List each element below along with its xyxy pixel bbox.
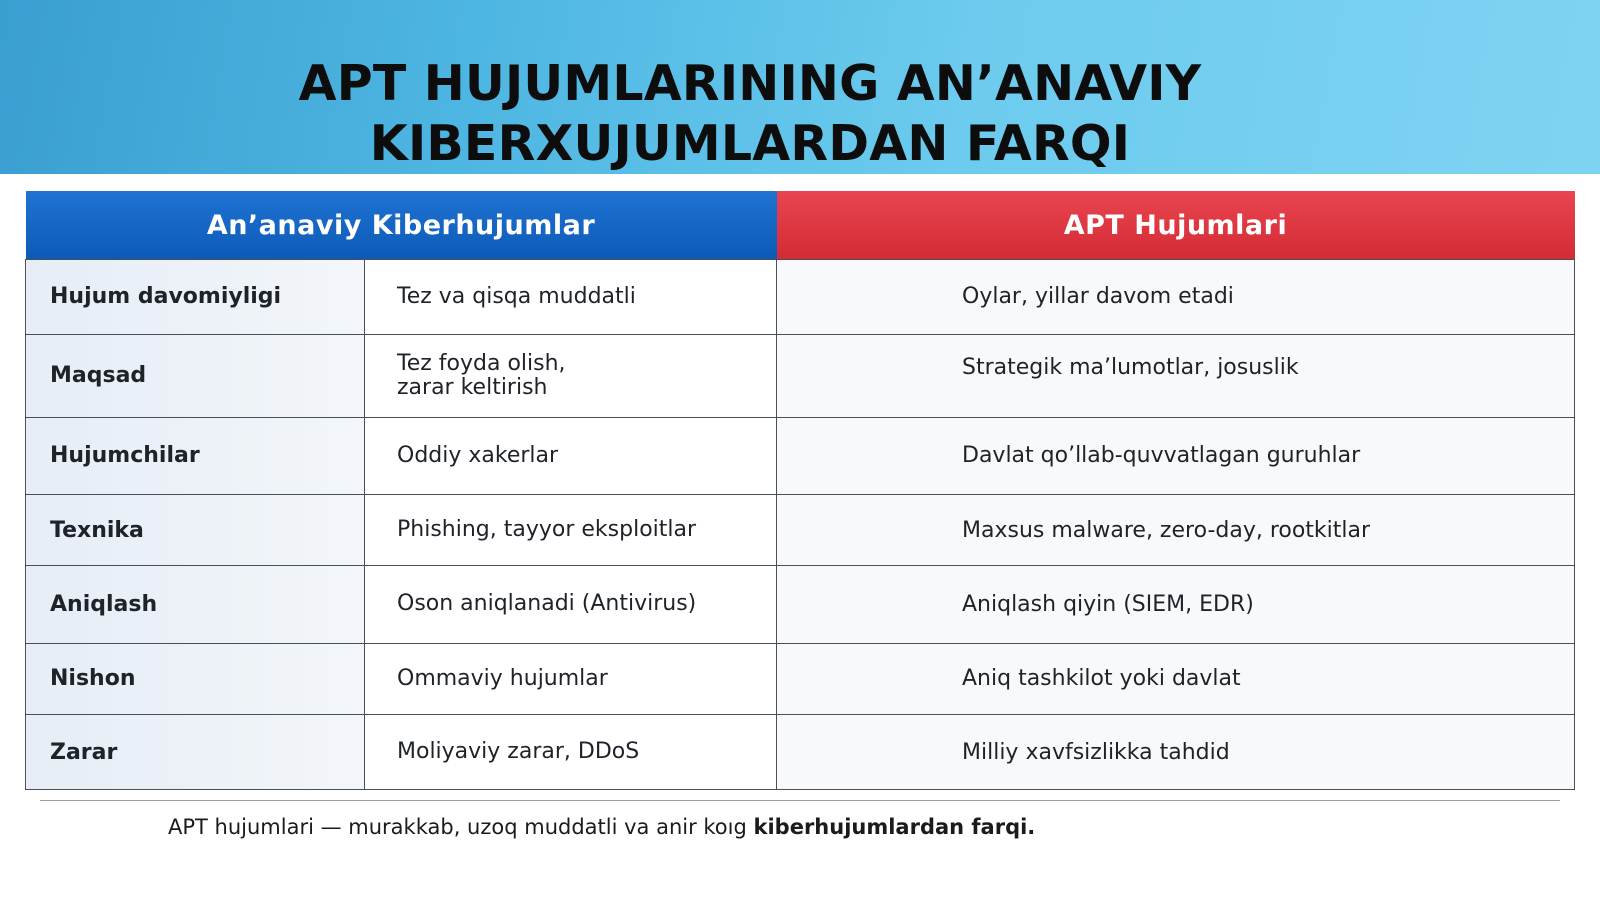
apt-cell: Davlat qo’llab-quvvatlagan guruhlar [777, 417, 1575, 495]
traditional-cell [365, 643, 777, 715]
traditional-text: Oddiy xakerlar [397, 442, 559, 468]
apt-cell: Oylar, yillar davom etadi [777, 260, 1575, 335]
row-label: Hujum davomiyligi [26, 260, 365, 335]
traditional-cell [365, 417, 777, 495]
row-label: Nishon [26, 643, 365, 715]
footer-divider [40, 800, 1560, 801]
row-label: Texnika [26, 495, 365, 566]
row-label: Aniqlash [26, 565, 365, 643]
table-row [26, 417, 1575, 495]
title-line-1: APT HUJUMLARINING AN’ANAVIY [298, 55, 1202, 112]
traditional-cell [365, 334, 777, 417]
traditional-cell [365, 715, 777, 790]
footer-note [168, 815, 1468, 839]
table-row [26, 334, 1575, 417]
apt-cell: Aniq tashkilot yoki davlat [777, 643, 1575, 715]
footer-text: APT hujumlari — murakkab, uzoq muddatli va anir koıg [168, 815, 754, 839]
traditional-text-line-2: zarar keltirish [397, 374, 548, 400]
apt-cell: Milliy xavfsizlikka tahdid [777, 715, 1575, 790]
row-label: Zarar [26, 715, 365, 790]
apt-cell: Aniqlash qiyin (SIEM, EDR) [777, 565, 1575, 643]
table-row [26, 715, 1575, 790]
traditional-text: Oson aniqlanadi (Antivirus) [397, 591, 697, 617]
row-label: Maqsad [26, 334, 365, 417]
table-row [26, 643, 1575, 715]
row-label: Hujumchilar [26, 417, 365, 495]
slide-title [250, 54, 1250, 174]
footer-bold-text: kiberhujumlardan farqi. [753, 815, 1036, 839]
traditional-text-line-1: Tez foyda olish, [397, 350, 566, 376]
apt-cell: Maxsus malware, zero-day, rootkitlar [777, 495, 1575, 566]
header-apt: APT Hujumlari [777, 191, 1575, 260]
traditional-text: Moliyaviy zarar, DDoS [397, 739, 640, 765]
header-traditional: An’anaviy Kiberhujumlar [26, 191, 777, 260]
table-row [26, 565, 1575, 643]
title-line-2: KIBERXUJUMLARDAN FARQI [369, 115, 1131, 172]
traditional-cell [365, 565, 777, 643]
traditional-cell [365, 495, 777, 566]
comparison-table [25, 191, 1575, 790]
apt-cell: Strategik ma’lumotlar, josuslik [777, 334, 1575, 417]
table-row [26, 260, 1575, 335]
table-row [26, 495, 1575, 566]
traditional-cell [365, 260, 777, 335]
traditional-text: Phishing, tayyor eksploitlar [397, 517, 697, 543]
traditional-text: Tez va qisqa muddatli [397, 283, 636, 309]
table-header-row [26, 191, 1575, 260]
traditional-text: Ommaviy hujumlar [397, 665, 608, 691]
